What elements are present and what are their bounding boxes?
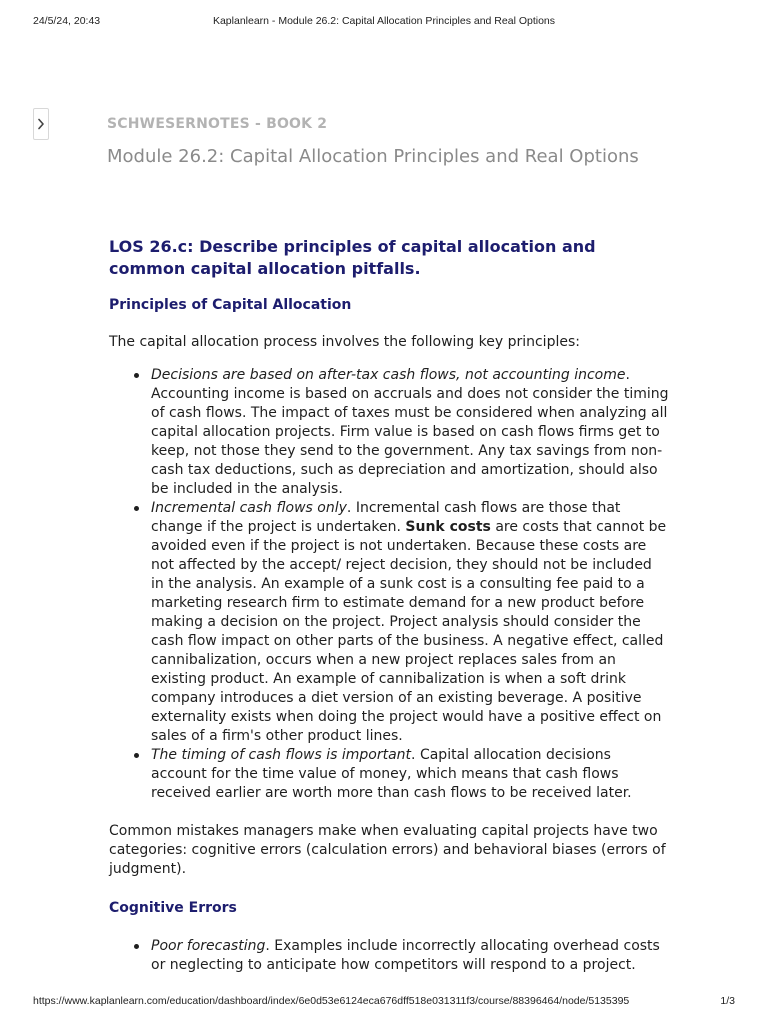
mistakes-paragraph: Common mistakes managers make when evaluating capital projects have two categories: cognitive errors (calculation errors) and behavioral biases (errors of judgment). — [109, 823, 666, 877]
bullet-lead: The timing of cash flows is important — [151, 747, 412, 763]
expand-sidebar-button[interactable] — [33, 108, 49, 140]
list-item: Decisions are based on after-tax cash flows, not accounting income. Accounting income is based on accruals and does not consider the timing of cash flows. The impact of taxes must be considered when analyzing all capital allocation projects. Firm value is based on cash flows firms get to keep, not those they send to the government. Any tax savings from non-cash tax deductions, such as depreciation and amortization, should also be included in the analysis. — [151, 367, 669, 497]
principles-intro: The capital allocation process involves the following key principles: — [109, 334, 580, 350]
breadcrumb[interactable]: SCHWESERNOTES - BOOK 2 — [107, 116, 328, 132]
print-footer — [0, 995, 768, 1011]
print-url: https://www.kaplanlearn.com/education/dashboard/index/6e0d53e6124eca676dff518e031311f3/course/88396464/node/5135395 — [33, 995, 630, 1007]
bullet-lead: Decisions are based on after-tax cash flows, not accounting income — [151, 367, 626, 383]
print-header — [0, 15, 768, 31]
cognitive-list — [109, 937, 669, 975]
lesson-content — [109, 236, 669, 975]
bullet-text: Incremental cash flows are those that change if the project is undertaken. — [151, 500, 621, 535]
print-datetime: 24/5/24, 20:43 — [33, 15, 101, 27]
list-item: The timing of cash flows is important. Capital allocation decisions account for the time value of money, which means that cash flows received earlier are worth more than cash flows to be received later. — [151, 746, 669, 803]
bullet-lead: Incremental cash flows only — [151, 500, 347, 516]
bold-term: Sunk costs — [405, 519, 491, 535]
bullet-text: Accounting income is based on accruals and does not consider the timing of cash flows. The impact of taxes must be considered when analyzing all capital allocation projects. Firm value is based on cash flows firms get to keep, not those they send to the government. Any tax savings from non-cash tax deductions, such as depreciation and amortization, should also be included in the analysis. — [151, 386, 669, 497]
list-item: Incremental cash flows only. Incremental cash flows are those that change if the project is undertaken. Sunk costs are costs that cannot be avoided even if the project is not undertaken. Because these costs are not affected by the accept/ reject decision, they should not be included in the analysis. An example of a sunk cost is a consulting fee paid to a marketing research firm to estimate demand for a new product before making a decision on the project. Project analysis should consider the cash flow impact on other parts of the business. A negative effect, called cannibalization, occurs when a new project replaces sales from an existing product. An example of cannibalization is when a soft drink company introduces a diet version of an existing beverage. A positive externality exists when doing the project would have a positive effect on sales of a firm's other product lines. — [151, 499, 669, 746]
bullet-text: Examples include incorrectly allocating overhead costs or neglecting to anticipate how competitors will respond to a project. — [151, 938, 660, 973]
page-title: Module 26.2: Capital Allocation Principles and Real Options — [107, 146, 639, 167]
page-number: 1/3 — [720, 995, 735, 1007]
print-page-title: Kaplanlearn - Module 26.2: Capital Allocation Principles and Real Options — [212, 15, 556, 27]
bullet-text: are costs that cannot be avoided even if the project is not undertaken. Because these costs are not affected by the accept/ reject decision, they should not be included in the analysis. An example of a sunk cost is a consulting fee paid to a marketing research firm to estimate demand for a new product before making a decision on the project. Project analysis should consider the cash flow impact on other parts of the business. A negative effect, called cannibalization, occurs when a new project replaces sales from an existing product. An example of cannibalization is when a soft drink company introduces a diet version of an existing beverage. A positive externality exists when doing the project would have a positive effect on sales of a firm's other product lines. — [151, 519, 667, 744]
los-heading: LOS 26.c: Describe principles of capital allocation and common capital allocation pitfalls. — [109, 237, 596, 278]
bullet-lead: Poor forecasting — [151, 938, 266, 954]
list-item: Poor forecasting. Examples include incorrectly allocating overhead costs or neglecting to anticipate how competitors will respond to a project. — [151, 937, 669, 975]
principles-list — [109, 366, 669, 803]
chevron-right-icon — [37, 118, 45, 130]
section-heading-principles: Principles of Capital Allocation — [109, 297, 352, 313]
section-heading-cognitive: Cognitive Errors — [109, 900, 237, 916]
bullet-text: Capital allocation decisions account for the time value of money, which means that cash flows received earlier are worth more than cash flows to be received later. — [151, 747, 632, 801]
